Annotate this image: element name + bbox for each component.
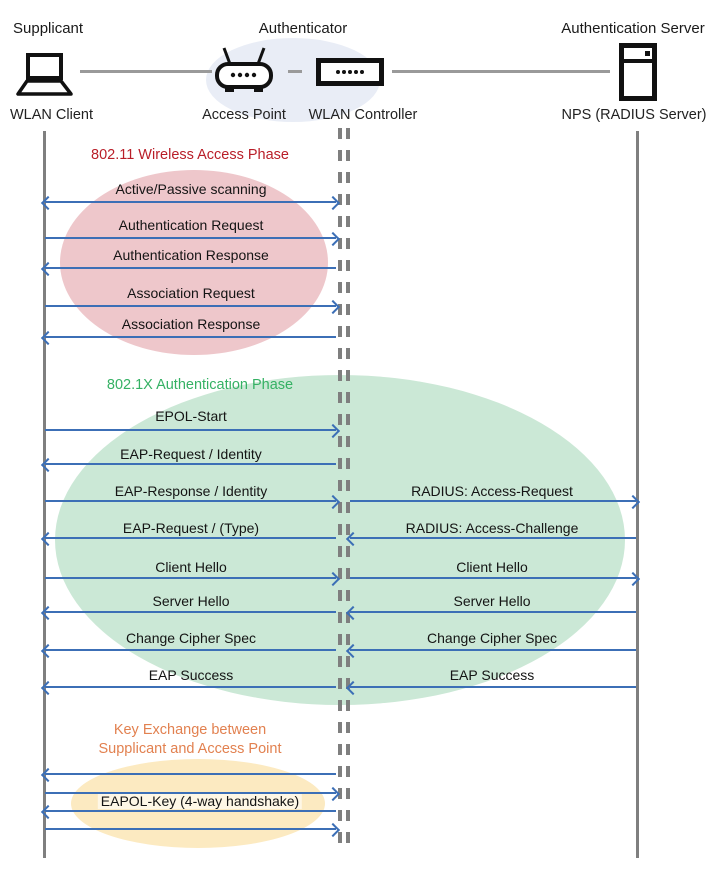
eap-success-left-label: EAP Success xyxy=(148,667,234,683)
key-exchange-title-line1: Key Exchange between xyxy=(113,722,267,738)
server-hello-right-label: Server Hello xyxy=(453,593,531,609)
eap-success-right-label: EAP Success xyxy=(449,667,535,683)
server-hello-left-arrow xyxy=(45,611,336,613)
client-to-ap-link xyxy=(80,70,212,73)
epol-start-arrow xyxy=(45,429,336,431)
change-cipher-spec-left-label: Change Cipher Spec xyxy=(126,630,256,646)
wlan-client-lifeline xyxy=(43,131,46,858)
access-point-label: Access Point xyxy=(202,107,286,123)
change-cipher-spec-right-label: Change Cipher Spec xyxy=(427,630,557,646)
server-icon xyxy=(619,43,657,101)
key-exchange-title-line2: Supplicant and Access Point xyxy=(98,741,282,757)
wlan-controller-label: WLAN Controller xyxy=(308,107,418,123)
authentication-response-label: Authentication Response xyxy=(113,247,269,263)
access-point-icon xyxy=(213,45,275,99)
client-hello-left-arrow xyxy=(45,577,336,579)
laptop-icon xyxy=(12,52,76,100)
eapol-key-arrow-1 xyxy=(45,773,336,775)
radius-access-request-label: RADIUS: Access-Request xyxy=(411,483,573,499)
supplicant-role-label: Supplicant xyxy=(13,20,84,37)
authentication-request-label: Authentication Request xyxy=(118,217,264,233)
server-hello-right-arrow xyxy=(350,611,636,613)
epol-start-label: EPOL-Start xyxy=(155,408,227,424)
scanning-label: Active/Passive scanning xyxy=(115,181,267,197)
association-response-arrow xyxy=(45,336,336,338)
eapol-key-label: EAPOL-Key (4-way handshake) xyxy=(98,794,302,809)
server-hello-left-label: Server Hello xyxy=(152,593,230,609)
wlan-client-label: WLAN Client xyxy=(10,107,93,123)
eap-request-identity-arrow xyxy=(45,463,336,465)
radius-access-request-arrow xyxy=(350,500,636,502)
phase-8021x-title: 802.1X Authentication Phase xyxy=(106,377,294,393)
eap-request-type-label: EAP-Request / (Type) xyxy=(122,520,260,536)
client-hello-right-arrow xyxy=(350,577,636,579)
change-cipher-spec-left-arrow xyxy=(45,649,336,651)
authentication-response-arrow xyxy=(45,267,336,269)
eap-response-identity-label: EAP-Response / Identity xyxy=(114,483,268,499)
radius-access-challenge-label: RADIUS: Access-Challenge xyxy=(405,520,579,536)
client-hello-right-label: Client Hello xyxy=(456,559,528,575)
eap-success-left-arrow xyxy=(45,686,336,688)
wlan-controller-icon xyxy=(316,58,384,86)
controller-to-server-link xyxy=(392,70,610,73)
ap-to-controller-link xyxy=(288,70,302,73)
association-response-label: Association Response xyxy=(121,316,261,332)
auth-server-role-label: Authentication Server xyxy=(561,20,705,37)
authenticator-role-label: Authenticator xyxy=(258,20,348,37)
client-hello-left-label: Client Hello xyxy=(155,559,227,575)
wlan-controller-lifeline-right xyxy=(346,128,350,854)
authentication-request-arrow xyxy=(45,237,336,239)
phase-80211-title: 802.11 Wireless Access Phase xyxy=(91,147,289,163)
eap-success-right-arrow xyxy=(350,686,636,688)
radius-server-lifeline xyxy=(636,131,639,858)
eap-request-identity-label: EAP-Request / Identity xyxy=(120,446,262,462)
change-cipher-spec-right-arrow xyxy=(350,649,636,651)
eap-response-identity-arrow xyxy=(45,500,336,502)
nps-label: NPS (RADIUS Server) xyxy=(561,107,707,123)
eapol-key-arrow-3 xyxy=(45,810,336,812)
radius-access-challenge-arrow xyxy=(350,537,636,539)
eapol-key-arrow-4 xyxy=(45,828,336,830)
association-request-label: Association Request xyxy=(127,285,255,301)
scanning-arrow xyxy=(45,201,336,203)
eap-request-type-arrow xyxy=(45,537,336,539)
association-request-arrow xyxy=(45,305,336,307)
